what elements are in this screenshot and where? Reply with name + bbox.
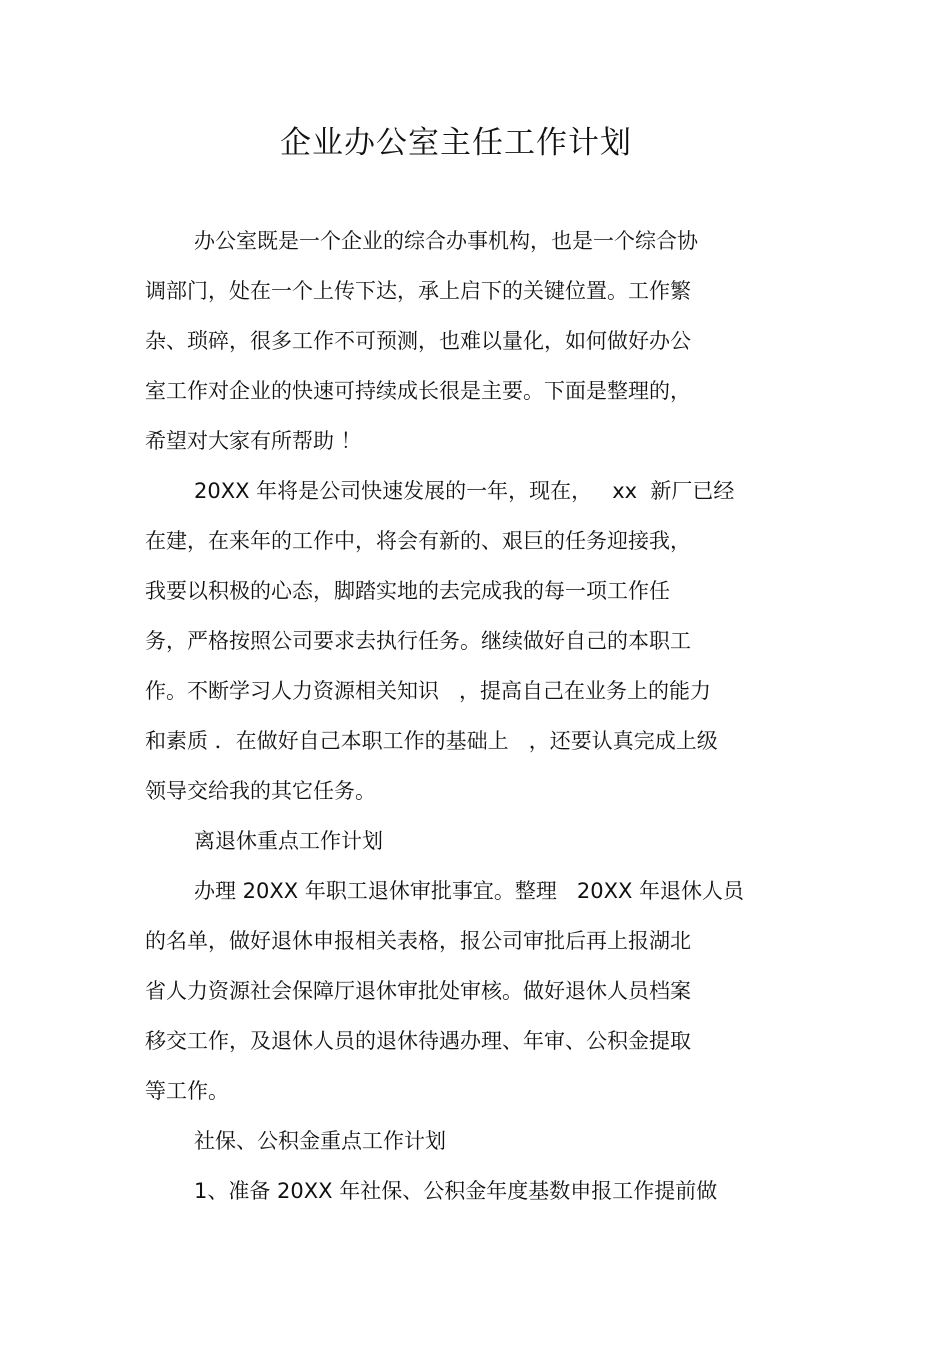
paragraph-line: 移交工作，及退休人员的退休待遇办理、年审、公积金提取 <box>145 1029 691 1053</box>
paragraph-line: 等工作。 <box>145 1079 229 1103</box>
document-title: 企业办公室主任工作计划 <box>280 125 632 161</box>
paragraph-line: 领导交给我的其它任务。 <box>145 779 376 803</box>
paragraph-line: 在建，在来年的工作中，将会有新的、艰巨的任务迎接我， <box>145 529 691 553</box>
paragraph-line: 杂、琐碎，很多工作不可预测，也难以量化，如何做好办公 <box>145 329 691 353</box>
paragraph-line: 20XX 年将是公司快速发展的一年，现在， xx 新厂已经 <box>194 479 735 503</box>
paragraph-line: 希望对大家有所帮助 ！ <box>145 429 362 453</box>
paragraph-line: 1、准备 20XX 年社保、公积金年度基数申报工作提前做 <box>194 1179 718 1203</box>
paragraph-line: 室工作对企业的快速可持续成长很是主要。下面是整理的， <box>145 379 691 403</box>
paragraph-line: 调部门，处在一个上传下达，承上启下的关键位置。工作繁 <box>145 279 691 303</box>
paragraph-line: 作。不断学习人力资源相关知识 ，提高自己在业务上的能力 <box>145 679 712 703</box>
section-heading: 离退休重点工作计划 <box>194 829 383 853</box>
paragraph-line: 省人力资源社会保障厅退休审批处审核。做好退休人员档案 <box>145 979 691 1003</box>
paragraph-line: 我要以积极的心态，脚踏实地的去完成我的每一项工作任 <box>145 579 670 603</box>
paragraph-line: 务，严格按照公司要求去执行任务。继续做好自己的本职工 <box>145 629 691 653</box>
paragraph-line: 和素质 ．在做好自己本职工作的基础上 ，还要认真完成上级 <box>145 729 718 753</box>
section-heading: 社保、公积金重点工作计划 <box>194 1129 446 1153</box>
paragraph-line: 办理 20XX 年职工退休审批事宜。整理 20XX 年退休人员 <box>194 879 745 903</box>
paragraph-line: 办公室既是一个企业的综合办事机构，也是一个综合协 <box>194 229 698 253</box>
paragraph-line: 的名单，做好退休申报相关表格，报公司审批后再上报湖北 <box>145 929 691 953</box>
